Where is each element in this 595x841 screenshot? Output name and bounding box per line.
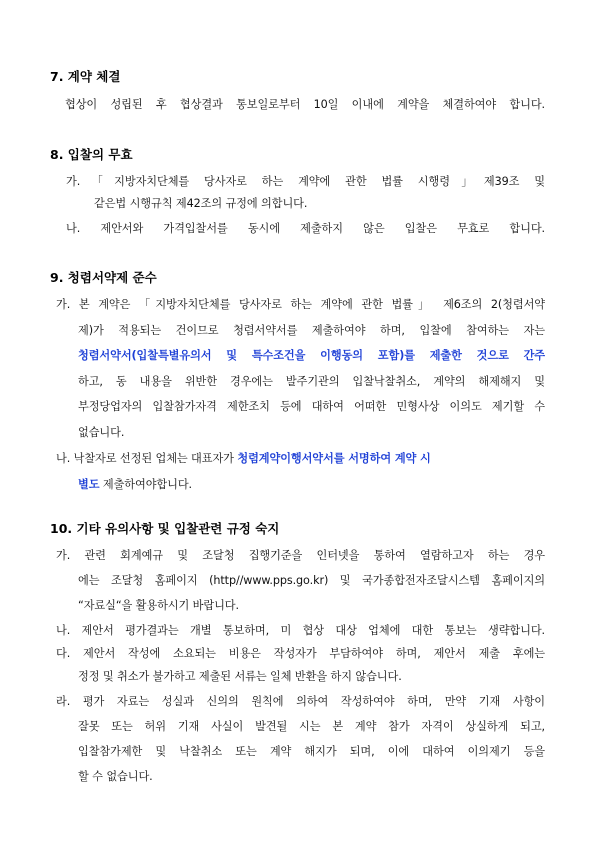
section-10-item-ga-line2: 에는 조달청 홈페이지 (http//www.pps.go.kr) 및 국가종합전자조달시스템 홈페이지의 (78, 574, 545, 587)
section-9-item-na-line1 (56, 450, 431, 466)
section-9-item-na-suffix: 제출하여야합니다. (99, 478, 192, 491)
section-9-item-na-emphasis-2: 별도 (78, 478, 100, 491)
section-9-item-ga-line2: 제)가 적용되는 건이므로 청렴서약서를 제출하여야 하며, 입찰에 참여하는 자는 (78, 324, 545, 337)
section-10-item-ga-line1: 가. 관련 회계예규 및 조달청 집행기준을 인터넷을 통하여 열람하고자 하는 경우 (56, 549, 545, 562)
section-9-item-na-prefix: 나. 낙찰자로 선정된 업체는 대표자가 (56, 452, 238, 465)
section-7-title: 7. 계약 체결 (50, 69, 121, 84)
section-10-item-ra-line3: 입찰참가제한 및 낙찰취소 또는 계약 해지가 되며, 이에 대하여 이의제기 등을 (78, 745, 545, 758)
section-10-item-ra-line4: 할 수 없습니다. (78, 770, 153, 783)
section-10-item-ga-line3: “자료실“을 활용하시기 바랍니다. (78, 599, 239, 612)
section-8-item-ga-line2: 같은법 시행규칙 제42조의 규정에 의합니다. (94, 197, 308, 210)
section-9-item-ga-line5: 부정당업자의 입찰참가자격 제한조치 등에 대하여 어떠한 민형사상 이의도 제기할 수 (78, 400, 545, 413)
section-10-title: 10. 기타 유의사항 및 입찰관련 규정 숙지 (50, 521, 280, 536)
section-9-item-ga-line1: 가. 본 계약은 「지방자치단체를 당사자로 하는 계약에 관한 법률」 제6조의 2(청렴서약 (56, 298, 545, 311)
section-9-item-na-emphasis: 청렴계약이행서약서를 서명하여 계약 시 (237, 452, 431, 465)
section-9-item-na-line2 (78, 476, 192, 492)
section-8-title: 8. 입찰의 무효 (50, 147, 133, 162)
section-9-title: 9. 청렴서약제 준수 (50, 270, 157, 285)
section-10-item-da-line1: 다. 제안서 작성에 소요되는 비용은 작성자가 부담하여야 하며, 제안서 제출 후에는 (56, 647, 545, 660)
section-10-item-na: 나. 제안서 평가결과는 개별 통보하며, 미 협상 대상 업체에 대한 통보는 생략합니다. (56, 624, 545, 637)
section-8-item-na: 나. 제안서와 가격입찰서를 동시에 제출하지 않은 입찰은 무효로 합니다. (66, 222, 545, 235)
section-9-item-ga-line4: 하고, 동 내용을 위반한 경우에는 발주기관의 입찰낙찰취소, 계약의 해제해지 및 (78, 375, 545, 388)
section-9-item-ga-line6: 없습니다. (78, 426, 125, 439)
section-9-item-ga-line3-emphasis: 청렴서약서(입찰특별유의서 및 특수조건을 이행동의 포함)를 제출한 것으로 간주 (78, 349, 545, 362)
section-8-item-ga-line1: 가.「지방자치단체를 당사자로 하는 계약에 관한 법률 시행령」제39조 및 (66, 175, 545, 188)
section-10-item-da-line2: 정정 및 취소가 불가하고 제출된 서류는 일체 반환을 하지 않습니다. (78, 670, 402, 683)
section-7-paragraph: 협상이 성립된 후 협상결과 통보일로부터 10일 이내에 계약을 체결하여야 합니다. (65, 98, 545, 111)
section-10-item-ra-line2: 잘못 또는 허위 기재 사실이 발견될 시는 본 계약 참가 자격이 상실하게 되고, (78, 720, 545, 733)
section-10-item-ra-line1: 라. 평가 자료는 성실과 신의의 원칙에 의하여 작성하여야 하며, 만약 기재 사항이 (56, 695, 545, 708)
